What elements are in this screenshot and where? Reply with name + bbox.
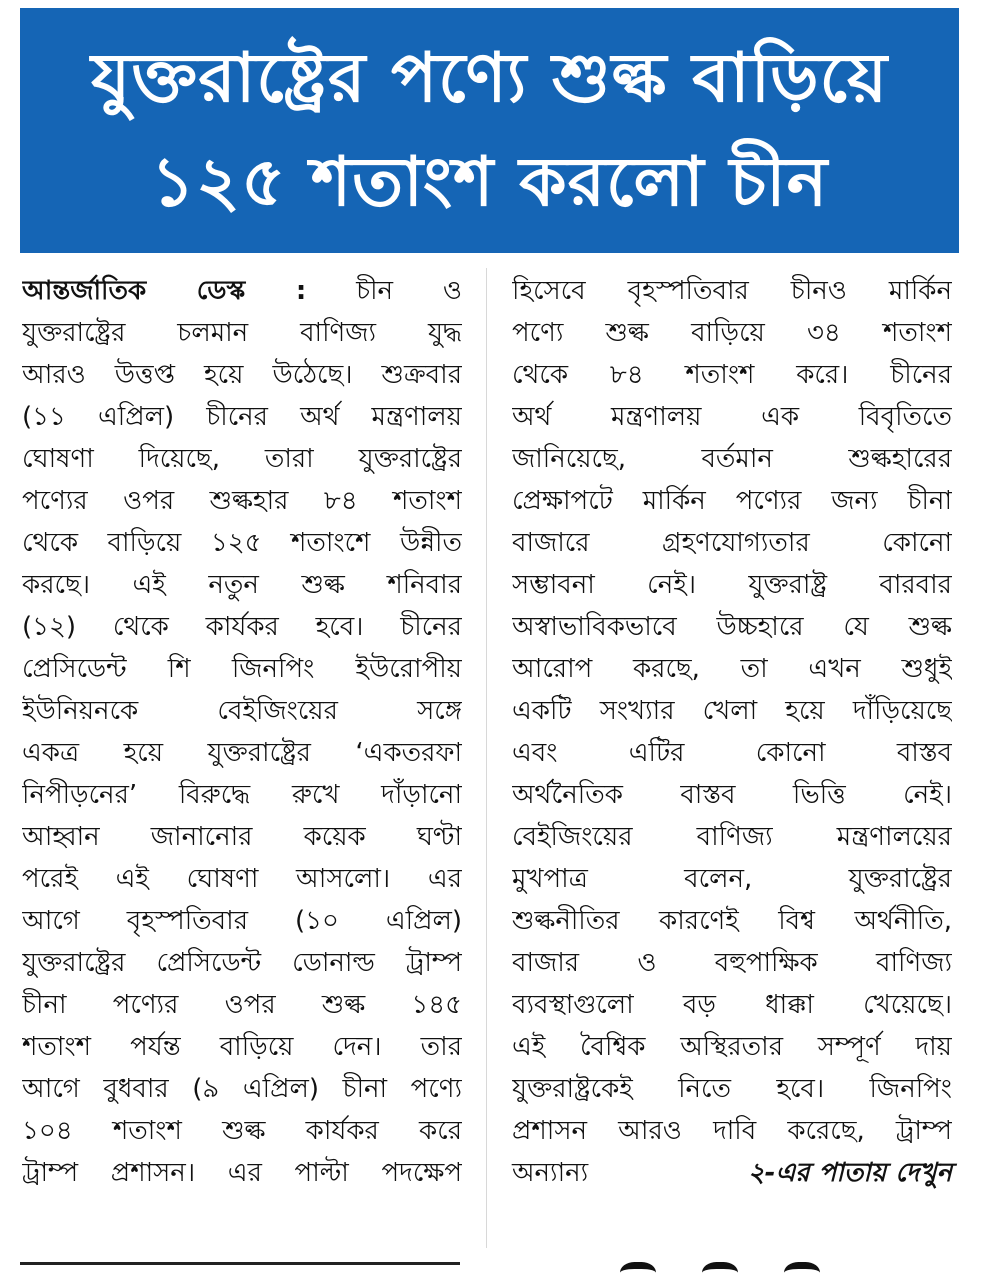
article-line: এবং এটির কোনো বাস্তব	[512, 738, 952, 768]
article-line: ঘোষণা দিয়েছে, তারা যুক্তরাষ্ট্রের	[22, 444, 462, 474]
article-line: ইউনিয়নকে বেইজিংয়ের সঙ্গে	[22, 696, 462, 726]
article-line: অস্বাভাবিকভাবে উচ্চহারে যে শুল্ক	[512, 612, 952, 642]
article-line: শতাংশ পর্যন্ত বাড়িয়ে দেন। তার	[22, 1032, 462, 1062]
article-line: থেকে বাড়িয়ে ১২৫ শতাংশে উন্নীত	[22, 528, 462, 558]
article-line: একটি সংখ্যার খেলা হয়ে দাঁড়িয়েছে	[512, 696, 952, 726]
article-line: ট্রাম্প প্রশাসন। এর পাল্টা পদক্ষেপ	[22, 1158, 462, 1188]
article-line: পরেই এই ঘোষণা আসলো। এর	[22, 864, 462, 894]
article-line: বাজারে গ্রহণযোগ্যতার কোনো	[512, 528, 952, 558]
article-line: অর্থনৈতিক বাস্তব ভিত্তি নেই।	[512, 780, 952, 810]
article-line: হিসেবে বৃহস্পতিবার চীনও মার্কিন	[512, 276, 952, 306]
article-line-text: চীন ও	[356, 276, 462, 306]
article-line: একত্র হয়ে যুক্তরাষ্ট্রের ‘একতরফা	[22, 738, 462, 768]
headline-banner	[20, 8, 959, 253]
continuation-line	[512, 1152, 952, 1194]
article-column-right	[512, 270, 952, 1194]
article-line: যুক্তরাষ্ট্রের চলমান বাণিজ্য যুদ্ধ	[22, 318, 462, 348]
article-last-words: অন্যান্য	[512, 1158, 589, 1188]
article-line: পণ্যে শুল্ক বাড়িয়ে ৩৪ শতাংশ	[512, 318, 952, 348]
headline-line-1: যুক্তরাষ্ট্রের পণ্যে শুল্ক বাড়িয়ে	[90, 38, 889, 118]
glyph-fragment	[784, 1262, 820, 1275]
article-line: আরোপ করছে, তা এখন শুধুই	[512, 654, 952, 684]
article-line: (১১ এপ্রিল) চীনের অর্থ মন্ত্রণালয়	[22, 402, 462, 432]
article-line: আহ্বান জানানোর কয়েক ঘণ্টা	[22, 822, 462, 852]
bottom-divider	[20, 1262, 460, 1265]
dateline: আন্তর্জাতিক ডেস্ক :	[22, 276, 307, 306]
column-divider	[486, 268, 487, 1248]
article-line: আরও উত্তপ্ত হয়ে উঠেছে। শুক্রবার	[22, 360, 462, 390]
article-line: সম্ভাবনা নেই। যুক্তরাষ্ট্র বারবার	[512, 570, 952, 600]
article-line: প্রেক্ষাপটে মার্কিন পণ্যের জন্য চীনা	[512, 486, 952, 516]
article-line: প্রশাসন আরও দাবি করেছে, ট্রাম্প	[512, 1116, 952, 1146]
article-line: নিপীড়নের’ বিরুদ্ধে রুখে দাঁড়ানো	[22, 780, 462, 810]
article-line: বেইজিংয়ের বাণিজ্য মন্ত্রণালয়ের	[512, 822, 952, 852]
article-line: পণ্যের ওপর শুল্কহার ৮৪ শতাংশ	[22, 486, 462, 516]
article-line: যুক্তরাষ্ট্রের প্রেসিডেন্ট ডোনাল্ড ট্রাম্প	[22, 948, 462, 978]
article-line: জানিয়েছে, বর্তমান শুল্কহারের	[512, 444, 952, 474]
article-column-left	[22, 270, 462, 1194]
article-line: বাজার ও বহুপাক্ষিক বাণিজ্য	[512, 948, 952, 978]
article-line: যুক্তরাষ্ট্রকেই নিতে হবে। জিনপিং	[512, 1074, 952, 1104]
article-line: শুল্কনীতির কারণেই বিশ্ব অর্থনীতি,	[512, 906, 952, 936]
article-line: (১২) থেকে কার্যকর হবে। চীনের	[22, 612, 462, 642]
glyph-fragment	[702, 1262, 738, 1275]
article-line: মুখপাত্র বলেন, যুক্তরাষ্ট্রের	[512, 864, 952, 894]
article-line: প্রেসিডেন্ট শি জিনপিং ইউরোপীয়	[22, 654, 462, 684]
article-line: এই বৈশ্বিক অস্থিরতার সম্পূর্ণ দায়	[512, 1032, 952, 1062]
jump-reference-link[interactable]: ২-এর পাতায় দেখুন	[747, 1158, 952, 1188]
next-headline-fragment	[620, 1248, 920, 1275]
article-line: ১০৪ শতাংশ শুল্ক কার্যকর করে	[22, 1116, 462, 1146]
article-line	[22, 270, 462, 312]
article-line: চীনা পণ্যের ওপর শুল্ক ১৪৫	[22, 990, 462, 1020]
article-line: অর্থ মন্ত্রণালয় এক বিবৃতিতে	[512, 402, 952, 432]
article-line: করছে। এই নতুন শুল্ক শনিবার	[22, 570, 462, 600]
article-line: ব্যবস্থাগুলো বড় ধাক্কা খেয়েছে।	[512, 990, 952, 1020]
article-line: থেকে ৮৪ শতাংশ করে। চীনের	[512, 360, 952, 390]
headline-line-2: ১২৫ শতাংশ করলো চীন	[150, 142, 829, 222]
article-line: আগে বুধবার (৯ এপ্রিল) চীনা পণ্যে	[22, 1074, 462, 1104]
glyph-fragment	[620, 1262, 656, 1275]
article-line: আগে বৃহস্পতিবার (১০ এপ্রিল)	[22, 906, 462, 936]
